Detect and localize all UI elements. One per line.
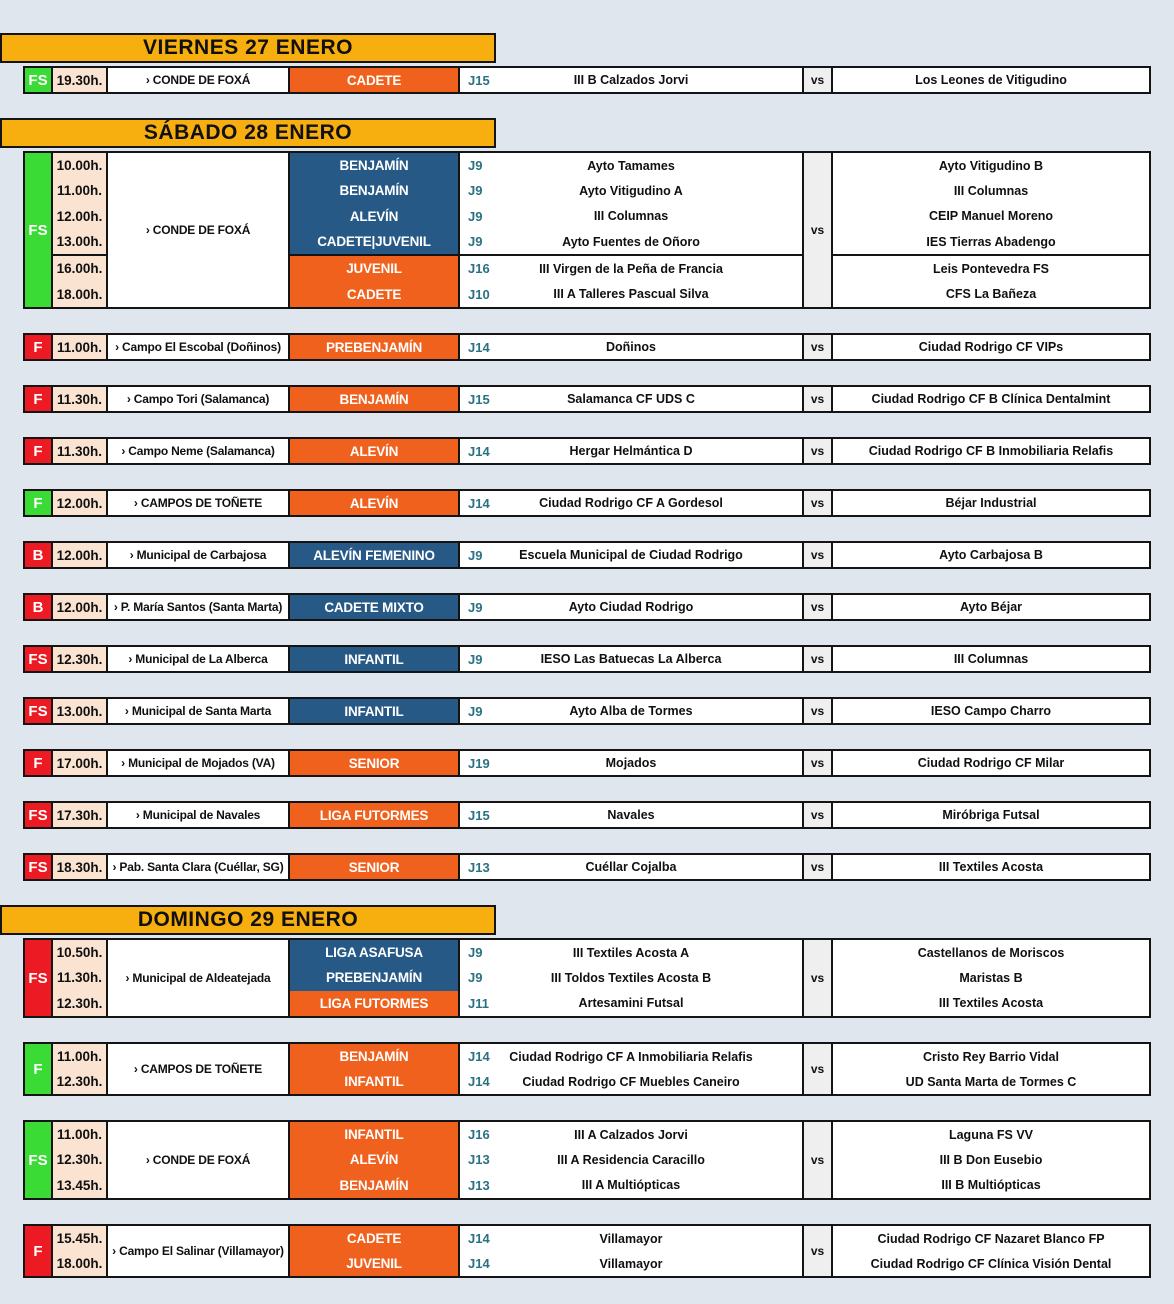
category-badge: JUVENIL <box>290 1251 458 1276</box>
match-time: 11.00h. <box>56 1049 103 1064</box>
vs-label: vs <box>802 489 833 517</box>
venue: › Campo El Salinar (Villamayor) <box>106 1224 290 1278</box>
away-team: Ayto Vitigudino B <box>938 158 1044 173</box>
category-badge: ALEVÍN <box>290 439 458 463</box>
competition-code-badge: B <box>23 593 53 621</box>
match-time: 12.30h. <box>56 995 103 1011</box>
match-block <box>23 66 1174 94</box>
match-time: 17.30h. <box>56 807 103 823</box>
jornada-label: J9 <box>468 183 483 199</box>
home-team: Doñinos <box>606 340 656 354</box>
away-team: III Columnas <box>953 652 1029 666</box>
away-team: CFS La Bañeza <box>945 287 1037 302</box>
away-team: Ciudad Rodrigo CF Milar <box>917 756 1065 770</box>
jornada-label: J9 <box>468 970 483 986</box>
category-badge: CADETE|JUVENIL <box>290 229 458 254</box>
vs-label: vs <box>802 385 833 413</box>
vs-label: vs <box>802 541 833 569</box>
day-header-sabado <box>0 118 496 148</box>
match-block <box>23 1224 1174 1278</box>
competition-code-badge: F <box>23 333 53 361</box>
vs-label: vs <box>802 1042 833 1096</box>
competition-code-badge: F <box>23 749 53 777</box>
jornada-label: J9 <box>468 599 483 615</box>
match-time: 12.00h. <box>56 599 103 615</box>
category-badge: INFANTIL <box>290 699 458 723</box>
away-team: III B Multiópticas <box>941 1178 1041 1193</box>
match-time: 18.30h. <box>56 859 103 875</box>
home-team: Ayto Ciudad Rodrigo <box>568 600 694 614</box>
vs-label: vs <box>802 1224 833 1278</box>
match-time: 15.45h. <box>56 1231 103 1246</box>
category-badge: INFANTIL <box>290 647 458 671</box>
jornada-label: J9 <box>468 234 483 250</box>
away-team: Ayto Carbajosa B <box>939 548 1043 562</box>
away-team: III Textiles Acosta <box>938 860 1044 874</box>
category-badge: JUVENIL <box>290 254 458 281</box>
home-team: Villamayor <box>599 1256 663 1271</box>
match-block <box>23 541 1174 569</box>
vs-label: vs <box>802 645 833 673</box>
away-team: Ayto Béjar <box>959 600 1023 614</box>
match-time: 12.00h. <box>56 495 103 511</box>
match-block <box>23 489 1174 517</box>
away-team: Laguna FS VV <box>948 1127 1034 1142</box>
competition-code-badge: F <box>23 437 53 465</box>
competition-code-badge: FS <box>23 1120 53 1200</box>
home-team: Ciudad Rodrigo CF Muebles Caneiro <box>522 1074 740 1089</box>
home-team: Ayto Vitigudino A <box>579 183 683 198</box>
jornada-label: J9 <box>468 945 483 961</box>
jornada-label: J14 <box>468 495 490 511</box>
match-time: 10.00h. <box>56 158 103 174</box>
competition-code-badge: FS <box>23 697 53 725</box>
away-team: Los Leones de Vitigudino <box>915 73 1067 87</box>
venue: › CAMPOS DE TOÑETE <box>106 1042 290 1096</box>
match-block <box>23 749 1174 777</box>
home-team: Ciudad Rodrigo CF A Gordesol <box>539 496 723 510</box>
category-badge: BENJAMÍN <box>290 178 458 203</box>
match-time: 17.00h. <box>56 755 103 771</box>
away-team: III Columnas <box>953 183 1029 198</box>
jornada-label: J9 <box>468 158 483 174</box>
competition-code-badge: FS <box>23 66 53 94</box>
venue: › Campo Tori (Salamanca) <box>106 385 290 413</box>
match-time: 11.00h. <box>56 339 103 355</box>
home-team: Ayto Alba de Tormes <box>569 704 693 718</box>
home-team: Navales <box>607 808 655 822</box>
venue: › CONDE DE FOXÁ <box>106 1120 290 1200</box>
home-team: Villamayor <box>599 1231 663 1246</box>
match-time: 13.45h. <box>56 1177 103 1193</box>
category-badge: LIGA FUTORMES <box>290 991 458 1016</box>
home-team: Ayto Fuentes de Oñoro <box>562 234 700 249</box>
away-team: UD Santa Marta de Tormes C <box>905 1074 1077 1089</box>
venue: › Municipal de La Alberca <box>106 645 290 673</box>
category-badge: PREBENJAMÍN <box>290 335 458 359</box>
home-team: III Virgen de la Peña de Francia <box>539 261 723 276</box>
venue: › Municipal de Mojados (VA) <box>106 749 290 777</box>
jornada-label: J9 <box>468 703 483 719</box>
home-team: III A Residencia Caracillo <box>557 1152 705 1167</box>
vs-label: vs <box>802 593 833 621</box>
match-time: 11.30h. <box>56 443 103 459</box>
competition-code-badge: B <box>23 541 53 569</box>
jornada-label: J10 <box>468 286 490 302</box>
category-badge: BENJAMÍN <box>290 153 458 178</box>
competition-code-badge: FS <box>23 801 53 829</box>
home-team: Cuéllar Cojalba <box>585 860 677 874</box>
venue: › Campo Neme (Salamanca) <box>106 437 290 465</box>
category-badge: ALEVÍN <box>290 491 458 515</box>
match-block <box>23 333 1174 361</box>
away-team: III B Don Eusebio <box>939 1152 1043 1167</box>
match-time: 11.00h. <box>56 1127 103 1143</box>
category-badge: INFANTIL <box>290 1122 458 1147</box>
match-block <box>23 385 1174 413</box>
vs-label: vs <box>802 938 833 1018</box>
day-title: SÁBADO 28 ENERO <box>143 121 353 144</box>
venue: › Municipal de Santa Marta <box>106 697 290 725</box>
jornada-label: J14 <box>468 1049 490 1064</box>
jornada-label: J14 <box>468 1074 490 1089</box>
competition-code-badge: F <box>23 489 53 517</box>
jornada-label: J13 <box>468 1152 490 1168</box>
vs-label: vs <box>802 801 833 829</box>
away-team: Ciudad Rodrigo CF VIPs <box>918 340 1064 354</box>
category-badge: BENJAMÍN <box>290 387 458 411</box>
away-team: Ciudad Rodrigo CF Clínica Visión Dental <box>870 1256 1112 1271</box>
match-block <box>23 437 1174 465</box>
home-team: III Columnas <box>593 209 669 224</box>
category-badge: CADETE <box>290 282 458 307</box>
day-title: DOMINGO 29 ENERO <box>137 908 359 931</box>
competition-code-badge: FS <box>23 645 53 673</box>
vs-label: vs <box>802 1120 833 1200</box>
away-team: Ciudad Rodrigo CF B Clínica Dentalmint <box>871 392 1111 406</box>
venue: › CONDE DE FOXÁ <box>106 151 290 309</box>
match-time: 12.30h. <box>56 1074 103 1089</box>
away-team: Leis Pontevedra FS <box>932 261 1049 276</box>
venue: › Municipal de Aldeatejada <box>106 938 290 1018</box>
vs-label: vs <box>802 853 833 881</box>
vs-label: vs <box>802 151 833 309</box>
match-time: 13.00h. <box>56 234 103 250</box>
jornada-label: J14 <box>468 443 490 459</box>
home-team: III Toldos Textiles Acosta B <box>550 970 712 985</box>
category-badge: CADETE <box>290 1226 458 1251</box>
home-team: Artesamini Futsal <box>578 996 684 1011</box>
venue: › Municipal de Navales <box>106 801 290 829</box>
jornada-label: J16 <box>468 261 490 277</box>
jornada-label: J9 <box>468 547 483 563</box>
away-team: Béjar Industrial <box>945 496 1037 510</box>
category-badge: LIGA ASAFUSA <box>290 940 458 965</box>
away-team: CEIP Manuel Moreno <box>928 209 1054 224</box>
jornada-label: J13 <box>468 1177 490 1193</box>
match-block <box>23 593 1174 621</box>
day-title: VIERNES 27 ENERO <box>143 36 353 59</box>
match-block <box>23 853 1174 881</box>
home-team: III A Multiópticas <box>581 1178 681 1193</box>
vs-label: vs <box>802 697 833 725</box>
jornada-label: J15 <box>468 391 490 407</box>
match-time: 16.00h. <box>53 254 106 281</box>
vs-label: vs <box>802 66 833 94</box>
match-time: 19.30h. <box>56 72 103 88</box>
competition-code-badge: FS <box>23 151 53 309</box>
venue: › CAMPOS DE TOÑETE <box>106 489 290 517</box>
category-badge: BENJAMÍN <box>290 1173 458 1198</box>
competition-code-badge: F <box>23 385 53 413</box>
match-block <box>23 697 1174 725</box>
home-team: III A Talleres Pascual Silva <box>553 287 709 302</box>
match-time: 11.30h. <box>56 391 103 407</box>
category-badge: SENIOR <box>290 855 458 879</box>
day-header-domingo <box>0 905 496 935</box>
venue: › CONDE DE FOXÁ <box>106 66 290 94</box>
category-badge: BENJAMÍN <box>290 1044 458 1069</box>
vs-label: vs <box>802 749 833 777</box>
match-time: 18.00h. <box>56 1256 103 1271</box>
away-team: Maristas B <box>959 970 1023 985</box>
jornada-label: J15 <box>468 807 490 823</box>
match-time: 10.50h. <box>56 945 103 961</box>
competition-code-badge: FS <box>23 853 53 881</box>
home-team: III A Calzados Jorvi <box>574 1127 688 1142</box>
jornada-label: J19 <box>468 755 490 771</box>
home-team: Hergar Helmántica D <box>569 444 693 458</box>
home-team: Ciudad Rodrigo CF A Inmobiliaria Relafis <box>509 1049 753 1064</box>
category-badge: ALEVÍN FEMENINO <box>290 543 458 567</box>
home-team: III B Calzados Jorvi <box>573 73 689 87</box>
match-block <box>23 1042 1174 1096</box>
jornada-label: J9 <box>468 208 483 224</box>
category-badge: ALEVÍN <box>290 204 458 229</box>
match-block <box>23 938 1174 1018</box>
vs-label: vs <box>802 333 833 361</box>
home-team: Ayto Tamames <box>587 158 675 173</box>
home-team: Escuela Municipal de Ciudad Rodrigo <box>519 548 743 562</box>
venue: › P. María Santos (Santa Marta) <box>106 593 290 621</box>
category-badge: CADETE <box>290 68 458 92</box>
away-team: IESO Campo Charro <box>930 704 1052 718</box>
home-team: IESO Las Batuecas La Alberca <box>540 652 722 666</box>
match-block <box>23 801 1174 829</box>
jornada-label: J14 <box>468 1231 490 1246</box>
jornada-label: J15 <box>468 72 490 88</box>
match-time: 12.00h. <box>56 208 103 224</box>
home-team: Salamanca CF UDS C <box>567 392 695 406</box>
jornada-label: J14 <box>468 1256 490 1271</box>
venue: › Pab. Santa Clara (Cuéllar, SG) <box>106 853 290 881</box>
away-team: III Textiles Acosta <box>938 996 1044 1011</box>
away-team: Cristo Rey Barrio Vidal <box>923 1049 1059 1064</box>
category-badge: ALEVÍN <box>290 1147 458 1172</box>
home-team: III Textiles Acosta A <box>572 945 690 960</box>
away-team: Miróbriga Futsal <box>942 808 1040 822</box>
category-badge: CADETE MIXTO <box>290 595 458 619</box>
jornada-label: J16 <box>468 1127 490 1143</box>
home-team: Mojados <box>605 756 657 770</box>
venue: › Municipal de Carbajosa <box>106 541 290 569</box>
away-team: IES Tierras Abadengo <box>926 234 1056 249</box>
vs-label: vs <box>802 437 833 465</box>
category-badge: SENIOR <box>290 751 458 775</box>
venue: › Campo El Escobal (Doñinos) <box>106 333 290 361</box>
competition-code-badge: F <box>23 1042 53 1096</box>
category-badge: PREBENJAMÍN <box>290 965 458 990</box>
competition-code-badge: FS <box>23 938 53 1018</box>
competition-code-badge: F <box>23 1224 53 1278</box>
category-badge: LIGA FUTORMES <box>290 803 458 827</box>
away-team: Ciudad Rodrigo CF B Inmobiliaria Relafis <box>868 444 1114 458</box>
match-time: 12.00h. <box>56 547 103 563</box>
day-header-viernes <box>0 33 496 63</box>
match-time: 18.00h. <box>56 286 103 302</box>
match-block <box>23 151 1174 309</box>
match-block <box>23 645 1174 673</box>
jornada-label: J11 <box>468 995 489 1011</box>
category-badge: INFANTIL <box>290 1069 458 1094</box>
away-team: Castellanos de Moriscos <box>917 945 1065 960</box>
match-time: 12.30h. <box>56 651 103 667</box>
match-time: 12.30h. <box>56 1152 103 1168</box>
jornada-label: J14 <box>468 339 490 355</box>
away-team: Ciudad Rodrigo CF Nazaret Blanco FP <box>877 1231 1105 1246</box>
jornada-label: J13 <box>468 859 490 875</box>
match-time: 13.00h. <box>56 703 103 719</box>
match-time: 11.00h. <box>56 183 103 199</box>
jornada-label: J9 <box>468 651 483 667</box>
match-block <box>23 1120 1174 1200</box>
match-time: 11.30h. <box>56 970 103 986</box>
